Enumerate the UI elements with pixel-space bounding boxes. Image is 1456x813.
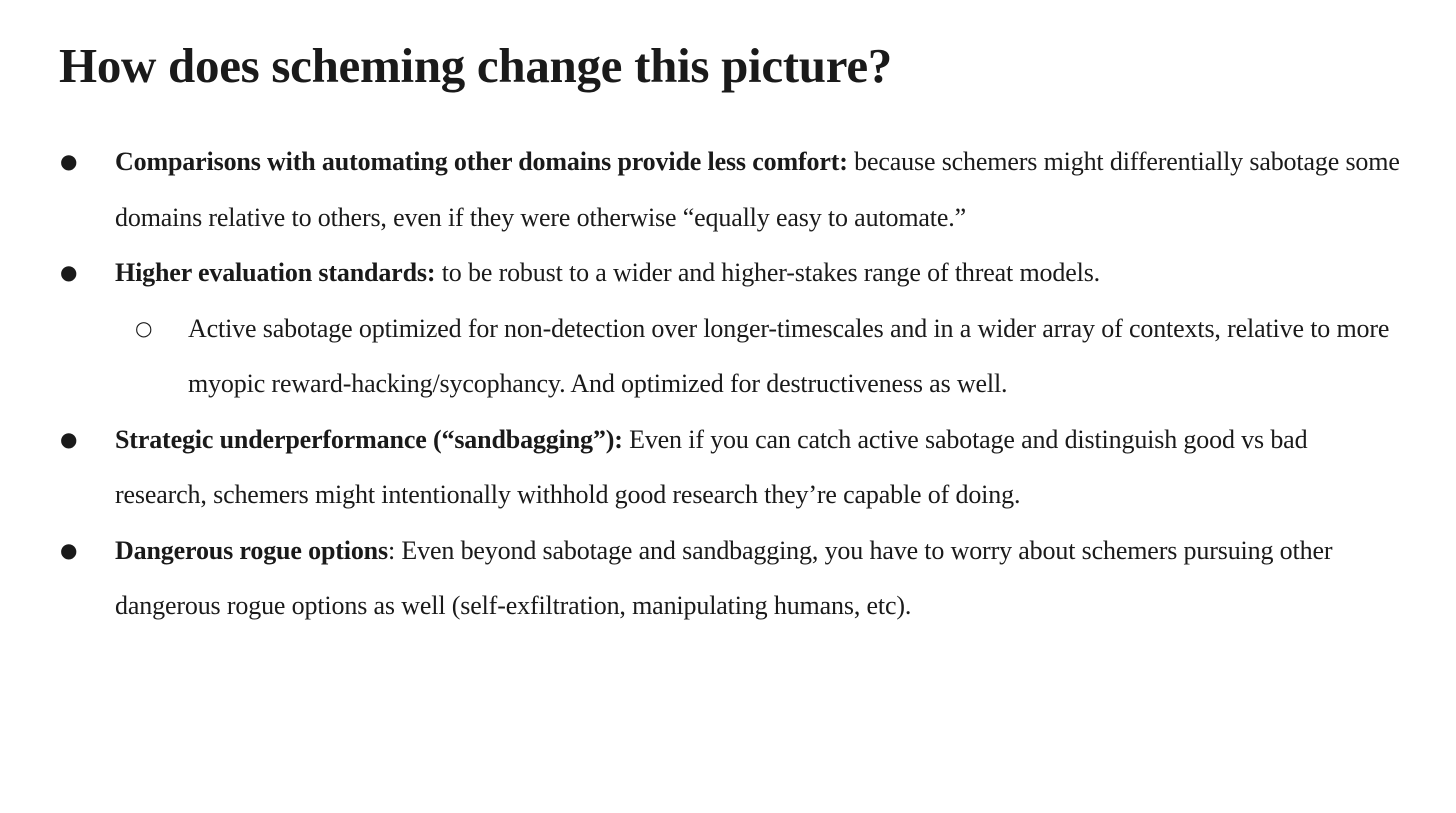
bullet-marker-icon: ● (60, 149, 78, 173)
sub-bullet-text: Active sabotage optimized for non-detection over longer-timescales and in a wider array of contexts, relative to more myopic reward-hacking/sycophancy. And optimized for destructiveness as well. (188, 313, 1390, 398)
bullet-marker-icon: ● (60, 426, 78, 451)
bullet-lead: Strategic underperformance (“sandbagging”): (115, 424, 623, 454)
bullet-lead: Dangerous rogue options (115, 535, 388, 565)
bullet-text: because schemers might differentially sabotage some domains relative to others, even if they were otherwise “equally easy to automate.” (115, 147, 1400, 232)
bullet-text: Even if you can catch active sabotage and distinguish good vs bad research, schemers might intentionally withhold good research they’re capable of doing. (115, 424, 1308, 509)
bullet-text: to be robust to a wider and higher-stakes range of threat models. (435, 258, 1101, 287)
bullet-rogue-options (0, 523, 1405, 634)
bullet-text: : Even beyond sabotage and sandbagging, you have to worry about schemers pursuing other dangerous rogue options as well (self-exfiltration, manipulating humans, etc). (115, 535, 1333, 620)
bullet-lead: Comparisons with automating other domains provide less comfort: (115, 147, 848, 176)
sub-bullet-active-sabotage (0, 301, 1405, 412)
bullet-marker-icon: ● (60, 260, 78, 284)
bullet-lead: Higher evaluation standards: (115, 258, 436, 287)
bullet-sandbagging (0, 412, 1405, 523)
bullet-comparisons (0, 134, 1405, 245)
bullet-marker-icon: ● (60, 537, 78, 562)
bullet-evaluation-standards (0, 245, 1405, 301)
slide-title: How does scheming change this picture? (59, 38, 892, 93)
bullet-list (0, 134, 1456, 634)
sub-bullet-marker-icon: ○ (135, 315, 153, 340)
